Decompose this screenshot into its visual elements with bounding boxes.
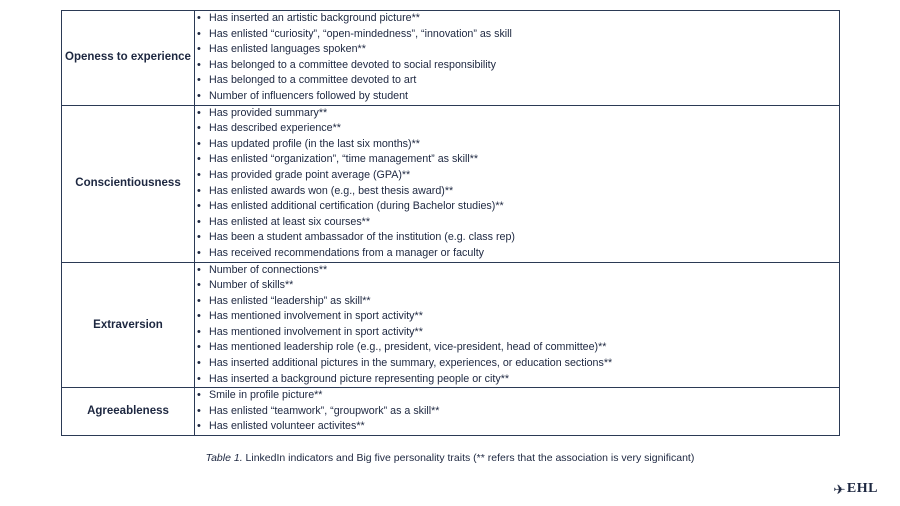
ehl-logo <box>834 481 878 497</box>
list-item: • Has been a student ambassador of the institution (e.g. class rep) <box>195 230 839 246</box>
list-item: • Has inserted a background picture representing people or city** <box>195 372 839 388</box>
list-item: • Has mentioned involvement in sport activity** <box>195 309 839 325</box>
list-item: • Has received recommendations from a manager or faculty <box>195 246 839 262</box>
list-item: • Has inserted an artistic background picture** <box>195 11 839 27</box>
list-item: • Has belonged to a committee devoted to social responsibility <box>195 58 839 74</box>
list-item: • Has enlisted awards won (e.g., best thesis award)** <box>195 184 839 200</box>
trait-name-cell: Extraversion <box>62 262 195 388</box>
traits-table <box>61 10 840 436</box>
list-item: • Smile in profile picture** <box>195 388 839 404</box>
trait-indicators-cell <box>195 105 840 262</box>
list-item: • Has inserted additional pictures in the summary, experiences, or education sections** <box>195 356 839 372</box>
trait-indicators-cell <box>195 262 840 388</box>
table-row <box>62 105 840 262</box>
list-item: • Has enlisted languages spoken** <box>195 42 839 58</box>
list-item: • Has mentioned involvement in sport activity** <box>195 325 839 341</box>
table-row <box>62 11 840 106</box>
indicator-list <box>195 263 839 388</box>
list-item: • Has enlisted additional certification (during Bachelor studies)** <box>195 199 839 215</box>
indicator-list <box>195 106 839 262</box>
table-row <box>62 262 840 388</box>
list-item: • Has described experience** <box>195 121 839 137</box>
caption-label: Table 1. <box>205 452 243 464</box>
list-item: • Has provided summary** <box>195 106 839 122</box>
list-item: • Has enlisted “leadership” as skill** <box>195 294 839 310</box>
list-item: • Has mentioned leadership role (e.g., president, vice-president, head of committee)** <box>195 340 839 356</box>
list-item: • Has enlisted “teamwork”, “groupwork” as a skill** <box>195 404 839 420</box>
list-item: • Has enlisted volunteer activites** <box>195 419 839 435</box>
indicator-list <box>195 11 839 105</box>
list-item: • Number of influencers followed by student <box>195 89 839 105</box>
trait-name-cell: Conscientiousness <box>62 105 195 262</box>
traits-table-body <box>62 11 840 436</box>
list-item: • Number of connections** <box>195 263 839 279</box>
table-caption <box>0 452 900 464</box>
list-item: • Has belonged to a committee devoted to art <box>195 73 839 89</box>
table-row <box>62 388 840 436</box>
list-item: • Has provided grade point average (GPA)** <box>195 168 839 184</box>
indicator-list <box>195 388 839 435</box>
list-item: • Has enlisted “organization”, “time management” as skill** <box>195 152 839 168</box>
trait-name-cell: Openess to experience <box>62 11 195 106</box>
caption-text: LinkedIn indicators and Big five personality traits (** refers that the association is very significant) <box>242 452 695 464</box>
trait-name-cell: Agreeableness <box>62 388 195 436</box>
trait-indicators-cell <box>195 388 840 436</box>
list-item: • Has enlisted at least six courses** <box>195 215 839 231</box>
list-item: • Has enlisted “curiosity”, “open-mindedness”, “innovation” as skill <box>195 27 839 43</box>
list-item: • Has updated profile (in the last six months)** <box>195 137 839 153</box>
list-item: • Number of skills** <box>195 278 839 294</box>
logo-wordmark: EHL <box>846 481 878 496</box>
traits-table-container <box>61 10 840 436</box>
trait-indicators-cell <box>195 11 840 106</box>
swoosh-icon: ✈ <box>833 481 846 497</box>
